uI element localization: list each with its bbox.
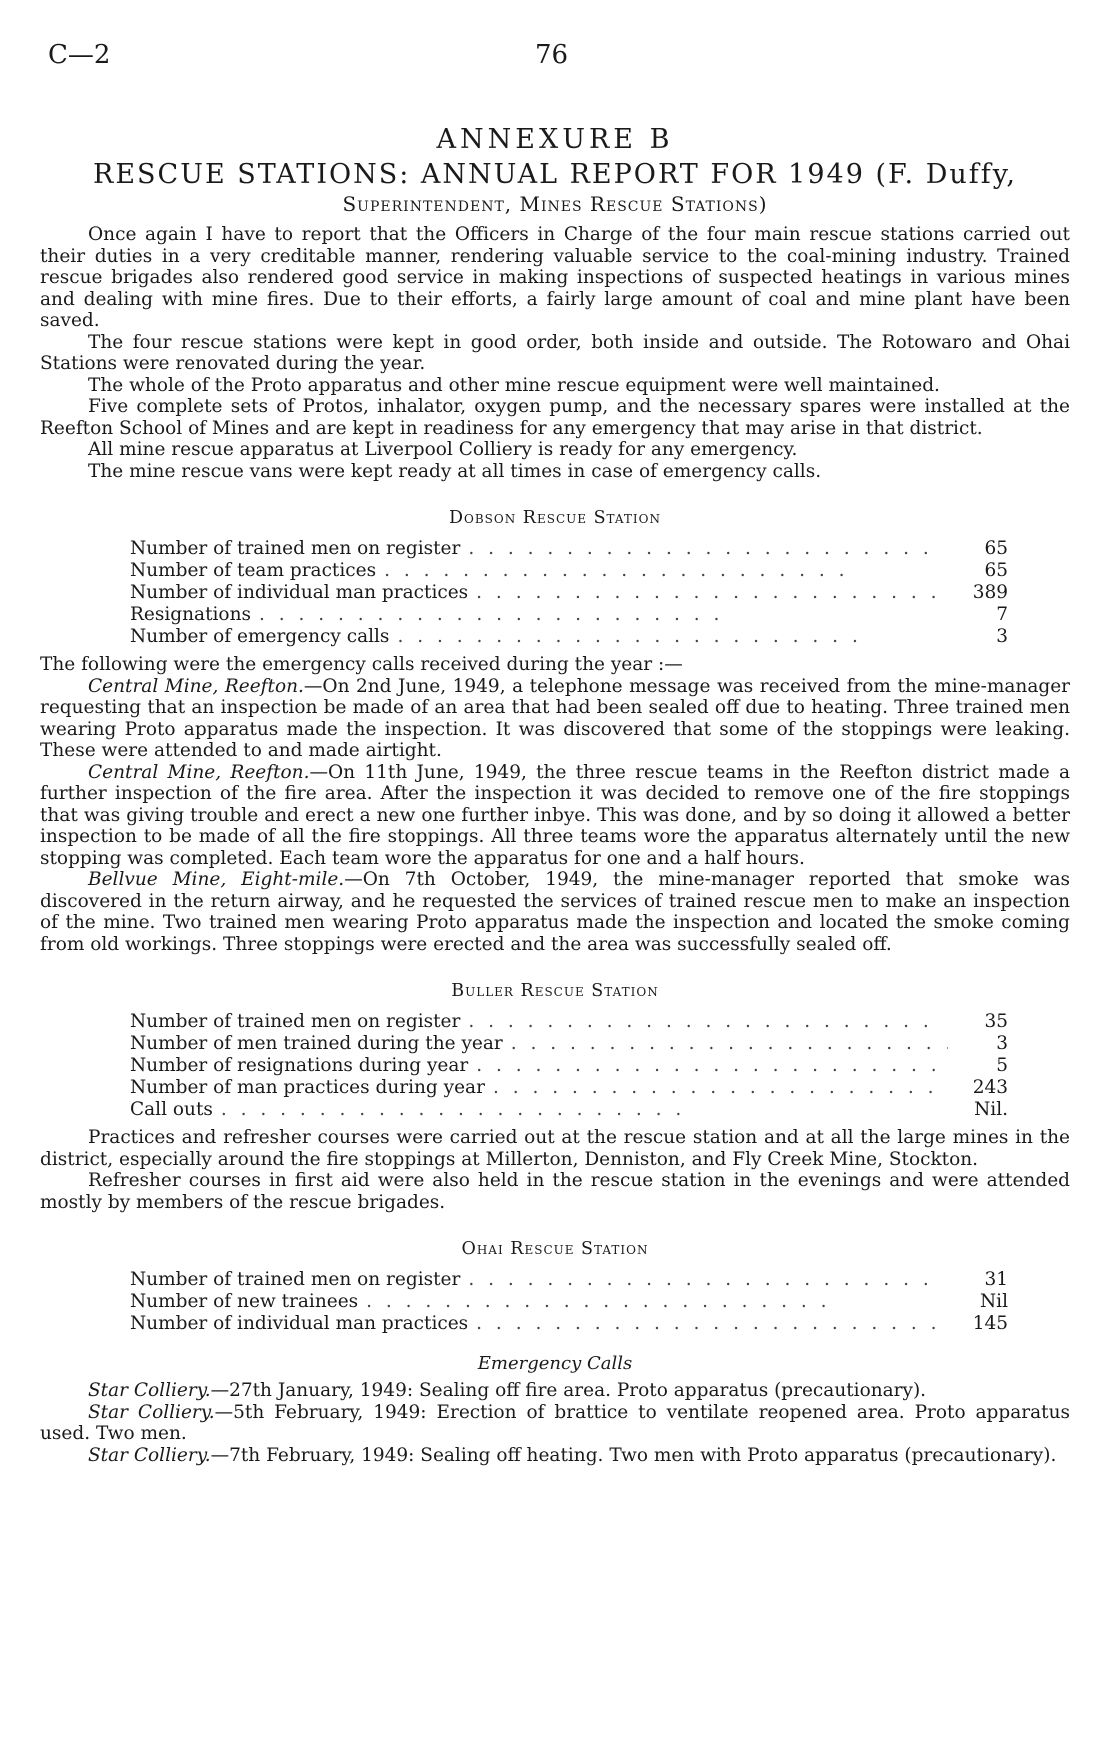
call-place: Star Colliery. — [88, 1444, 211, 1466]
stat-label: Number of emergency calls — [130, 626, 390, 647]
intro-paragraph: The whole of the Proto apparatus and other mine rescue equipment were well maintained. — [88, 374, 940, 396]
ohai-stats-table — [130, 1269, 1008, 1335]
call-text: —27th January, 1949: Sealing off fire area. Proto apparatus (precautionary). — [210, 1380, 927, 1401]
stat-row — [130, 1291, 1008, 1313]
emergency-call-paragraph — [40, 1402, 1070, 1445]
report-title: RESCUE STATIONS: ANNUAL REPORT FOR 1949 (F. Duffy, — [93, 159, 1017, 190]
stat-row — [130, 1099, 1008, 1121]
stat-row — [130, 582, 1008, 604]
stat-value: 31 — [984, 1269, 1008, 1290]
stat-row — [130, 1055, 1008, 1077]
intro-paragraph: The four rescue stations were kept in good order, both inside and outside. The Rotowaro and Ohai Stations were renovated during the year. — [40, 331, 1070, 374]
stat-value: 3 — [996, 1033, 1008, 1054]
stat-label: Number of trained men on register — [130, 1269, 461, 1290]
stat-value: 7 — [996, 604, 1008, 625]
stat-label: Number of new trainees — [130, 1291, 359, 1312]
intro-paragraph: Five complete sets of Protos, inhalator, oxygen pump, and the necessary spares were installed at the Reefton School of Mines and are kept in readiness for any emergency that may arise in that district. — [40, 396, 1070, 439]
stat-row — [130, 560, 1008, 582]
stat-label: Number of individual man practices — [130, 582, 469, 603]
stat-row — [130, 626, 1008, 648]
stat-value: 65 — [984, 560, 1008, 581]
stat-row — [130, 1011, 1008, 1033]
stat-value: 35 — [984, 1011, 1008, 1032]
stat-row — [130, 538, 1008, 560]
stat-row — [130, 604, 1008, 626]
call-place: Star Colliery. — [88, 1401, 215, 1423]
stat-value: Nil. — [974, 1099, 1008, 1120]
stat-label: Resignations — [130, 604, 251, 625]
intro-paragraph: The mine rescue vans were kept ready at all times in case of emergency calls. — [88, 460, 822, 482]
emergency-call-paragraph — [40, 869, 1070, 955]
buller-paragraph: Practices and refresher courses were carried out at the rescue station and at all the large mines in the district, especially around the fire stoppings at Millerton, Denniston, and Fly Creek Mine, Stockton. — [40, 1127, 1070, 1170]
stat-value: 389 — [972, 582, 1008, 603]
stat-value: 243 — [972, 1077, 1008, 1098]
call-place: Central Mine, Reefton. — [88, 761, 310, 783]
buller-stats-table — [130, 1011, 1008, 1121]
stat-label: Number of resignations during year — [130, 1055, 469, 1076]
emergency-calls-heading: Emergency Calls — [477, 1353, 633, 1374]
call-text: —5th February, 1949: Erection of brattice to ventilate reopened area. Proto apparatus used. Two men. — [40, 1401, 1070, 1444]
report-subtitle: Superintendent, Mines Rescue Stations) — [342, 192, 768, 216]
buller-paragraph: Refresher courses in first aid were also held in the rescue station in the evenings and were attended mostly by members of the rescue brigades. — [40, 1170, 1070, 1213]
page-number: 76 — [535, 40, 569, 70]
stat-row — [130, 1313, 1008, 1335]
stat-label: Number of trained men on register — [130, 1011, 461, 1032]
call-place: Bellvue Mine, Eight-mile. — [88, 869, 345, 890]
page-header — [40, 30, 1070, 80]
stat-value: Nil — [979, 1291, 1008, 1312]
call-text: —7th February, 1949: Sealing off heating. Two men with Proto apparatus (precautionary). — [210, 1444, 1057, 1466]
emergency-call-paragraph — [40, 1380, 1070, 1402]
dobson-heading: Dobson Rescue Station — [448, 508, 661, 528]
stat-row — [130, 1077, 1008, 1099]
stat-value: 3 — [996, 626, 1008, 647]
stat-row — [130, 1033, 1008, 1055]
stat-value: 145 — [972, 1313, 1008, 1334]
stat-value: 65 — [984, 538, 1008, 559]
buller-heading: Buller Rescue Station — [451, 981, 659, 1001]
dobson-stats-table — [130, 538, 1008, 648]
stat-label: Number of man practices during year — [130, 1077, 485, 1098]
emergency-call-paragraph — [40, 676, 1070, 762]
call-place: Central Mine, Reefton. — [88, 675, 304, 697]
call-text: —On 7th October, 1949, the mine-manager reported that smoke was discovered in the return airway, and he requested the services of trained rescue men to make an inspection of the mine. Two trained men wearing Proto apparatus made the inspection and located the smoke coming from old workings. Three stoppings were erected and the area was successfully sealed off. — [40, 869, 1070, 955]
ohai-heading: Ohai Rescue Station — [461, 1239, 649, 1259]
stat-label: Number of trained men on register — [130, 538, 461, 559]
intro-section — [40, 224, 1070, 482]
intro-paragraph: All mine rescue apparatus at Liverpool Colliery is ready for any emergency. — [88, 439, 798, 460]
document-page — [40, 30, 1070, 1466]
stat-label: Call outs — [130, 1099, 213, 1120]
stat-label: Number of men trained during the year — [130, 1033, 503, 1054]
stat-row — [130, 1269, 1008, 1291]
annexure-heading: ANNEXURE B — [436, 124, 674, 155]
calls-intro: The following were the emergency calls received during the year :— — [40, 654, 683, 675]
emergency-call-paragraph — [40, 1445, 1070, 1467]
intro-paragraph: Once again I have to report that the Officers in Charge of the four main rescue stations carried out their duties in a very creditable manner, rendering valuable service to the coal-mining industry. Trained rescue brigades also rendered good service in making inspections of suspected heatings in various mines and dealing with mine fires. Due to their efforts, a fairly large amount of coal and mine plant have been saved. — [40, 224, 1070, 331]
call-text: —On 2nd June, 1949, a telephone message was received from the mine-manager requesting that an inspection be made of an area that had been sealed off due to heating. Three trained men wearing Proto apparatus made the inspection. It was discovered that some of the stoppings were leaking. These were attended to and made airtight. — [40, 675, 1070, 761]
stat-value: 5 — [996, 1055, 1008, 1076]
emergency-call-paragraph — [40, 762, 1070, 870]
stat-label: Number of team practices — [130, 560, 377, 581]
document-reference: C—2 — [48, 40, 111, 70]
call-place: Star Colliery. — [88, 1380, 211, 1401]
stat-label: Number of individual man practices — [130, 1313, 469, 1334]
call-text: —On 11th June, 1949, the three rescue teams in the Reefton district made a further inspection of the fire area. After the inspection it was decided to remove one of the fire stoppings that was giving trouble and erect a new one further inbye. This was done, and by so doing it allowed a better inspection to be made of all the fire stoppings. All three teams wore the apparatus alternately until the new stopping was completed. Each team wore the apparatus for one and a half hours. — [40, 761, 1070, 869]
